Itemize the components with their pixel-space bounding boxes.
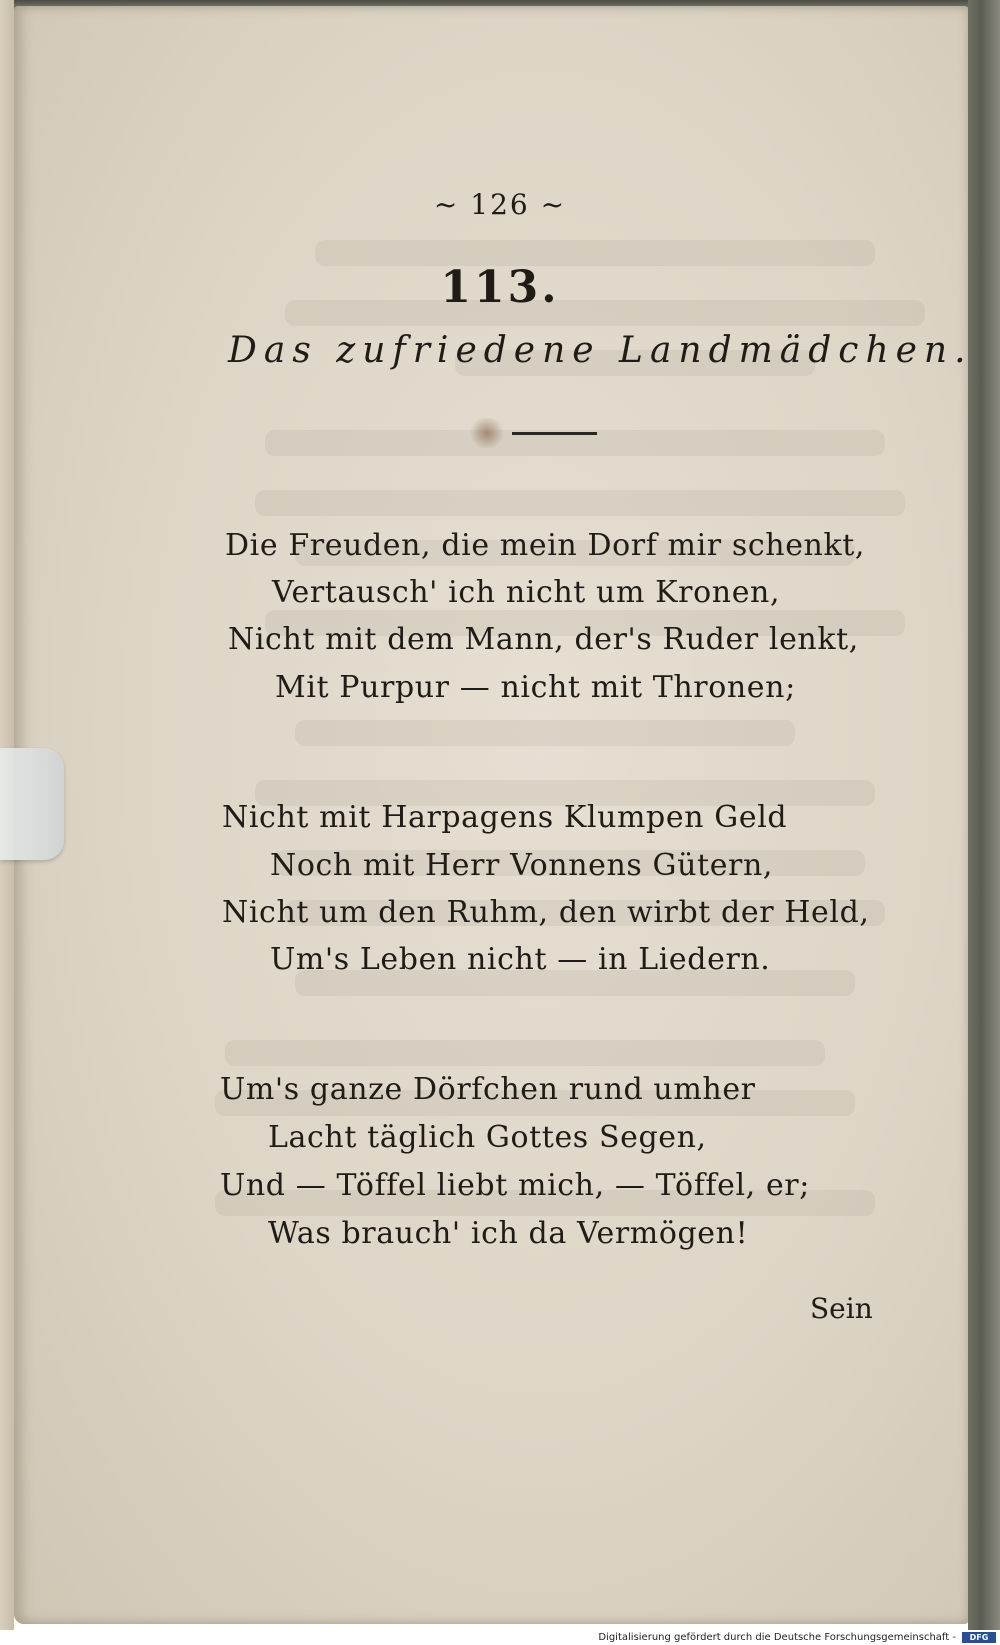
dfg-logo: DFG — [962, 1632, 996, 1643]
book-edge-right — [968, 0, 1000, 1630]
stanza-1-line-1: Die Freuden, die mein Dorf mir schenkt, — [225, 528, 866, 563]
poem-title: Das zufriedene Landmädchen. — [228, 330, 973, 371]
stanza-2-line-4: Um's Leben nicht — in Liedern. — [270, 942, 771, 977]
stanza-2-line-2: Noch mit Herr Vonnens Gütern, — [270, 848, 774, 883]
paper-stain — [468, 418, 506, 448]
stanza-2-line-1: Nicht mit Harpagens Klumpen Geld — [222, 800, 788, 835]
footer-credit: Digitalisierung gefördert durch die Deutsche Forschungsgemeinschaft - — [598, 1632, 956, 1643]
catchword: Sein — [810, 1292, 873, 1325]
stanza-1-line-3: Nicht mit dem Mann, der's Ruder lenkt, — [228, 622, 859, 657]
stanza-3-line-3: Und — Töffel liebt mich, — Töffel, er; — [220, 1168, 810, 1203]
stanza-3-line-4: Was brauch' ich da Vermögen! — [268, 1216, 749, 1251]
poem-number: 113. — [440, 262, 560, 313]
page-number-header: ~ 126 ~ — [433, 188, 567, 221]
title-divider — [512, 432, 597, 435]
stanza-1-line-4: Mit Purpur — nicht mit Thronen; — [275, 670, 796, 705]
stanza-3-line-2: Lacht täglich Gottes Segen, — [268, 1120, 707, 1155]
stanza-1-line-2: Vertausch' ich nicht um Kronen, — [272, 575, 781, 610]
stanza-2-line-3: Nicht um den Ruhm, den wirbt der Held, — [222, 895, 870, 930]
stanza-3-line-1: Um's ganze Dörfchen rund umher — [220, 1072, 756, 1107]
page-clip — [0, 748, 64, 860]
